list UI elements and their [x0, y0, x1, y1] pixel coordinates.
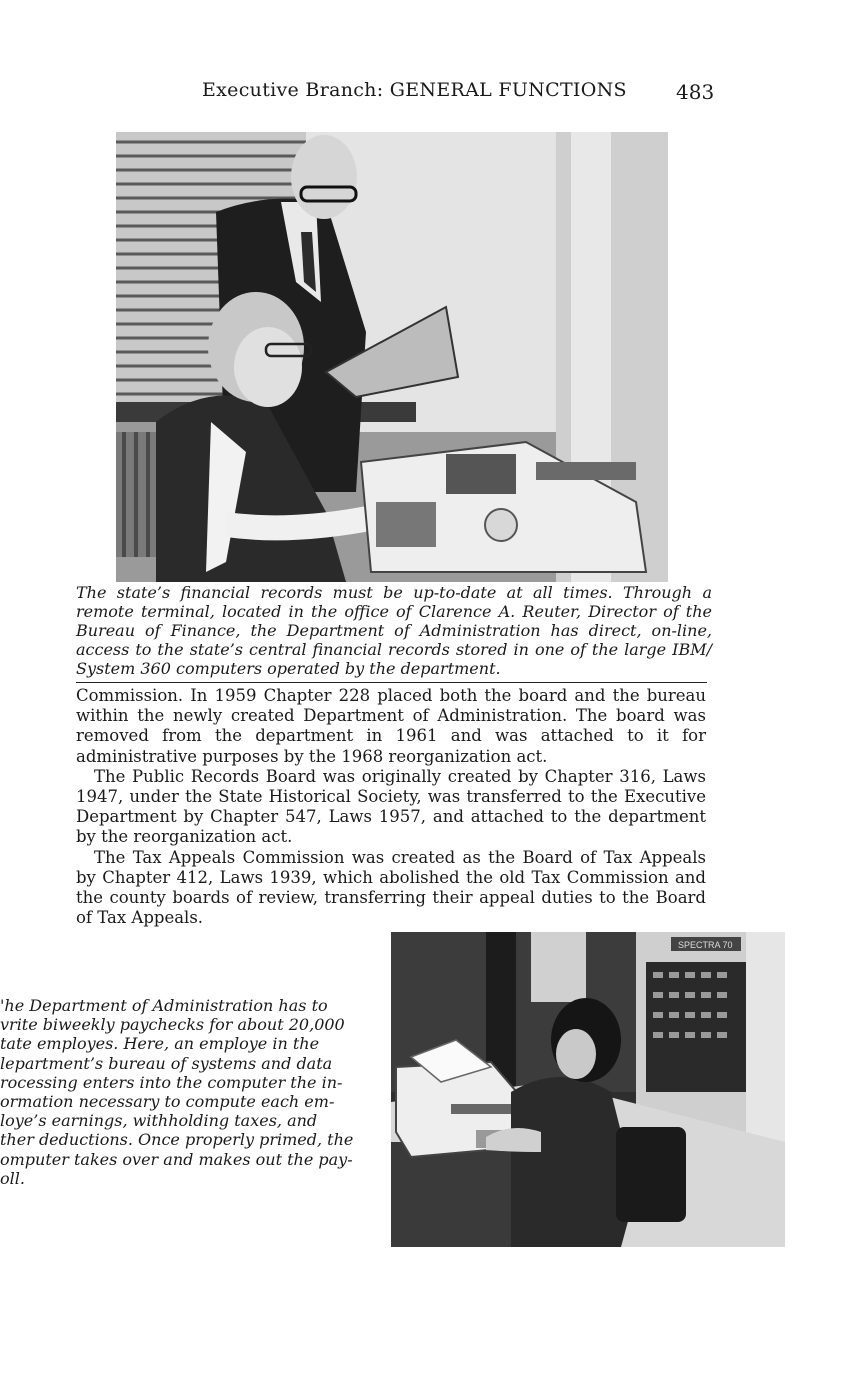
- body-paragraph: Commission. In 1959 Chapter 228 placed both the board and the bureau within the newly created Department of Administration. The board was removed from the department in 1961 and was attached to it for administrative purposes by the 1968 reorganization act.: [76, 686, 706, 766]
- photo-computer-console-image: [391, 932, 785, 1247]
- photo-terminal-office-image: [116, 132, 668, 582]
- body-paragraph: The Public Records Board was originally created by Chapter 316, Laws 1947, under the State Historical Society, was transferred to the Executive Department by Chapter 547, Laws 1957, and attached to the department by the reorganization act.: [76, 766, 706, 847]
- running-header: Executive Branch: GENERAL FUNCTIONS: [202, 79, 627, 101]
- spectra-label: SPECTRA 70: [678, 940, 733, 950]
- photo-computer-console: [391, 932, 785, 1247]
- bottom-photo-caption: 'he Department of Administration has to vrite biweekly paychecks for about 20,000 tate employes. Here, an employe in the lepartment’s bureau of systems and data rocessing enters into the computer the in- ormation necessary to compute each em- loye’s earnings, withholding taxes, and ther deductions. Once properly primed, the omputer takes over and makes out the pay- oll.: [0, 996, 354, 1188]
- page-number: 483: [676, 80, 715, 104]
- top-photo-caption: The state’s financial records must be up-to-date at all times. Through a remote terminal, located in the office of Clarence A. Reuter, Director of the Bureau of Finance, the Department of Administration has direct, on-line, access to the state’s central financial records stored in one of the large IBM/ System 360 computers operated by the department.: [76, 583, 712, 678]
- caption-divider: [76, 682, 707, 683]
- body-text: [76, 686, 706, 928]
- body-paragraph: The Tax Appeals Commission was created as the Board of Tax Appeals by Chapter 412, Laws 1939, which abolished the old Tax Commission and the county boards of review, transferring their appeal duties to the Board of Tax Appeals.: [76, 847, 706, 928]
- photo-terminal-office: [116, 132, 668, 582]
